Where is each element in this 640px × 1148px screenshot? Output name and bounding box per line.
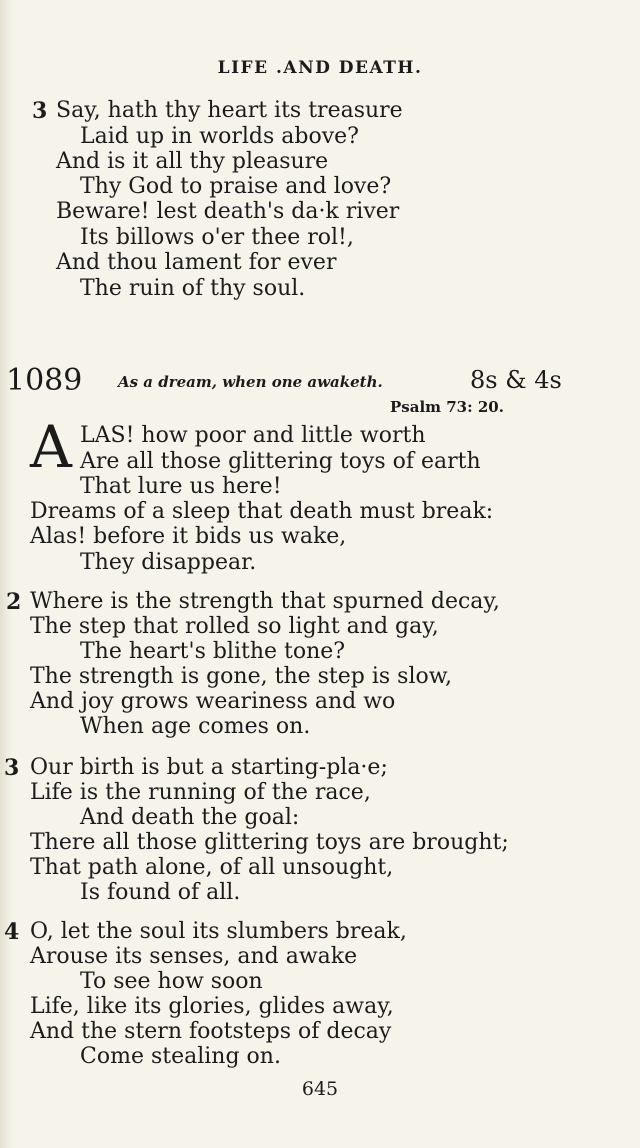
verse-line: Arouse its senses, and awake bbox=[30, 944, 358, 969]
verse-line: When age comes on. bbox=[80, 714, 311, 739]
drop-cap: A bbox=[30, 413, 72, 481]
verse-line: Thy God to praise and love? bbox=[80, 174, 392, 199]
verse-line: Come stealing on. bbox=[80, 1044, 281, 1069]
verse-line: Its billows o'er thee rol!, bbox=[80, 225, 354, 250]
verse-line: And is it all thy pleasure bbox=[56, 149, 329, 174]
stanza-number: 3 bbox=[4, 755, 20, 781]
verse-line: That lure us here! bbox=[80, 474, 282, 499]
hymn-title: As a dream, when one awaketh. bbox=[118, 373, 383, 391]
verse-line: Alas! before it bids us wake, bbox=[30, 524, 347, 549]
verse-line: Dreams of a sleep that death must break: bbox=[30, 499, 494, 524]
hymn-number: 1089 bbox=[6, 363, 83, 398]
verse-line: The ruin of thy soul. bbox=[80, 276, 306, 301]
stanza-number: 4 bbox=[4, 919, 20, 945]
verse-line: Is found of all. bbox=[80, 880, 241, 905]
verse-line: Are all those glittering toys of earth bbox=[80, 449, 481, 474]
hymn-meter: 8s & 4s bbox=[470, 366, 562, 394]
verse-line: Say, hath thy heart its treasure bbox=[56, 98, 403, 123]
verse-line: Life, like its glories, glides away, bbox=[30, 994, 394, 1019]
verse-line: Our birth is but a starting-pla·e; bbox=[30, 755, 388, 780]
verse-line: Laid up in worlds above? bbox=[80, 124, 359, 149]
verse-line: There all those glittering toys are brought; bbox=[30, 830, 509, 855]
stanza-number: 3 bbox=[32, 98, 48, 124]
verse-line: The heart's blithe tone? bbox=[80, 639, 346, 664]
verse-line: That path alone, of all unsought, bbox=[30, 855, 394, 880]
running-header: LIFE .AND DEATH. bbox=[217, 58, 423, 78]
page-number: 645 bbox=[301, 1078, 339, 1100]
verse-line: To see how soon bbox=[80, 969, 263, 994]
verse-line: They disappear. bbox=[80, 550, 257, 575]
verse-line: Beware! lest death's da·k river bbox=[56, 199, 400, 224]
verse-line: And death the goal: bbox=[80, 805, 300, 830]
verse-line: The strength is gone, the step is slow, bbox=[30, 664, 452, 689]
verse-line: And joy grows weariness and wo bbox=[30, 689, 396, 714]
stanza-number: 2 bbox=[6, 589, 22, 615]
scripture-reference: Psalm 73: 20. bbox=[390, 398, 504, 416]
verse-line: O, let the soul its slumbers break, bbox=[30, 919, 407, 944]
page-edge-shadow bbox=[0, 0, 12, 1148]
verse-line: Where is the strength that spurned decay, bbox=[30, 589, 500, 614]
verse-line: And the stern footsteps of decay bbox=[30, 1019, 392, 1044]
verse-line: Life is the running of the race, bbox=[30, 780, 371, 805]
verse-line: The step that rolled so light and gay, bbox=[30, 614, 439, 639]
verse-line: LAS! how poor and little worth bbox=[80, 423, 426, 448]
verse-line: And thou lament for ever bbox=[56, 250, 337, 275]
